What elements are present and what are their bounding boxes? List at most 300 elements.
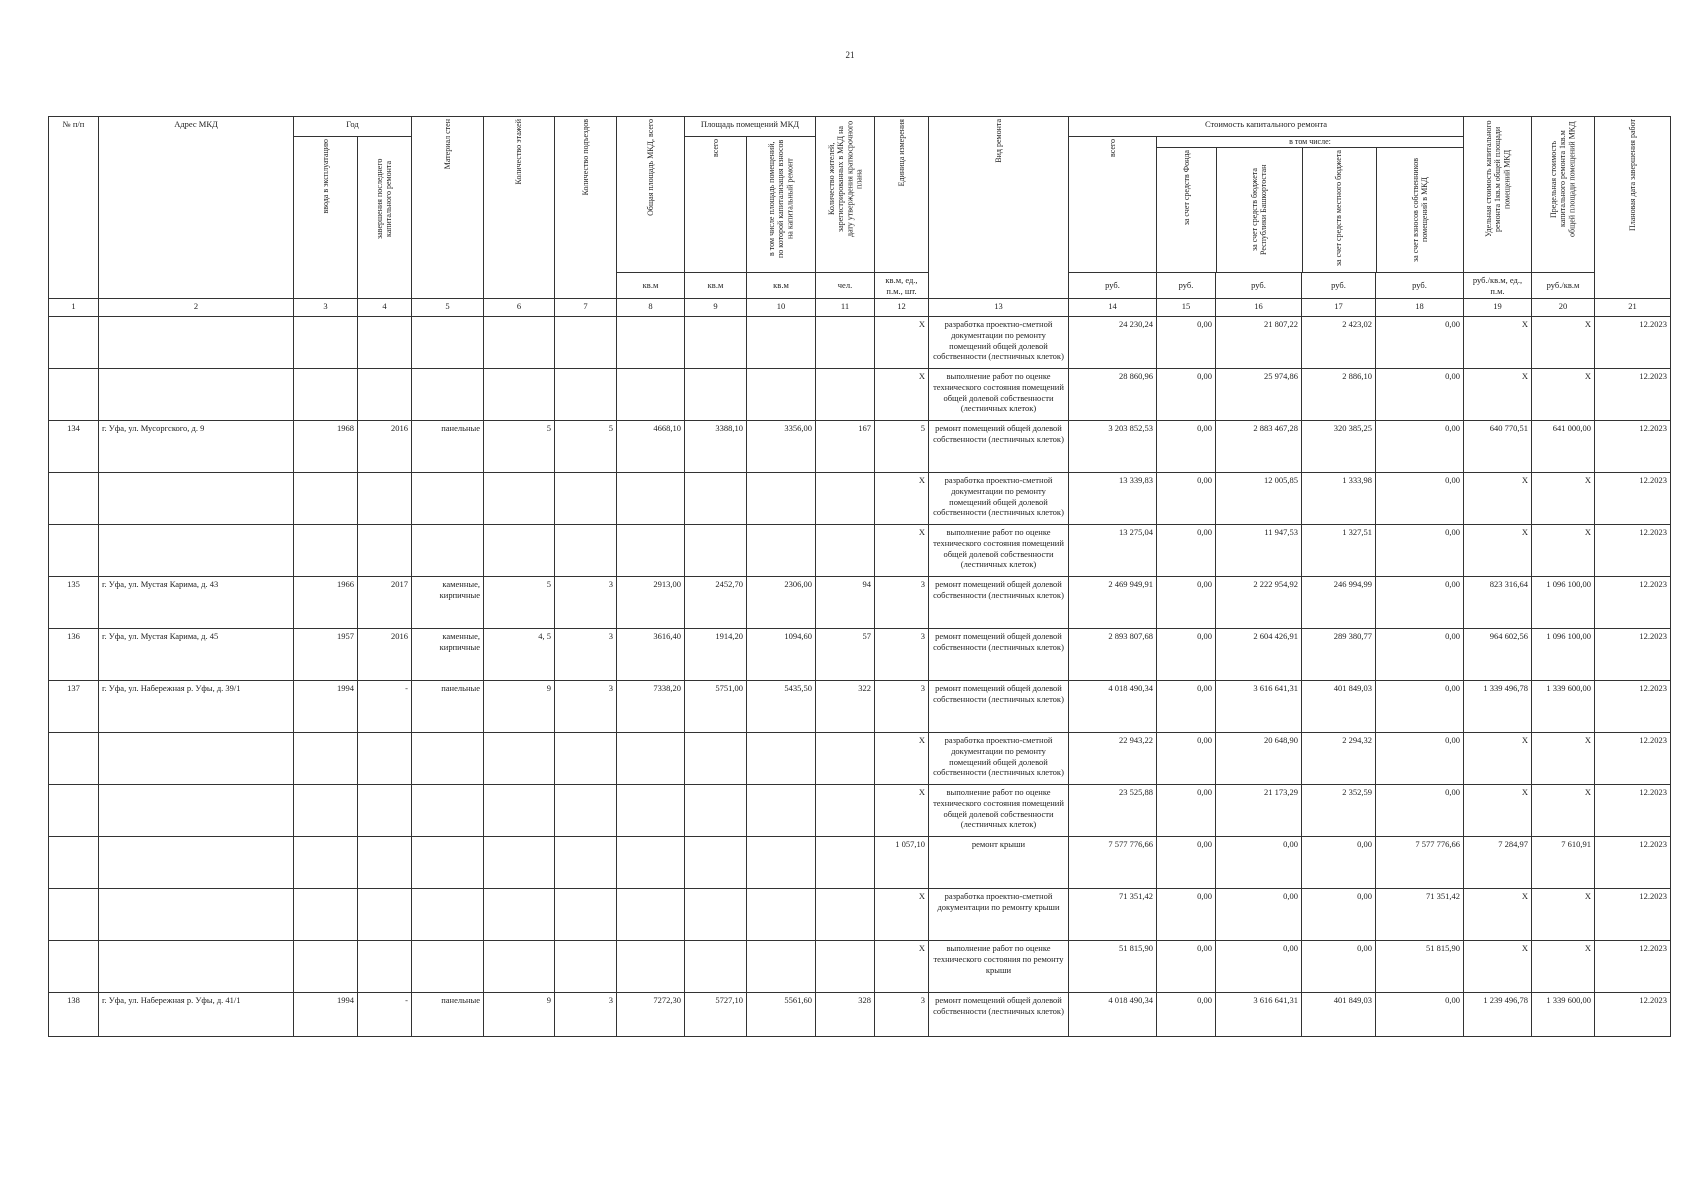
cell-cost-local-budget: 2 423,02 [1302, 317, 1376, 369]
cell-cost-fund: 0,00 [1157, 993, 1216, 1037]
cell-floors [484, 369, 555, 421]
cell-unit-cost: 7 284,97 [1464, 837, 1532, 889]
cell-address [99, 837, 294, 889]
cell-year-commissioned: 1968 [294, 421, 358, 473]
cell-unit-cost: X [1464, 525, 1532, 577]
cell-cost-owner-fees: 0,00 [1376, 473, 1464, 525]
header-cost-breakdown [1157, 137, 1464, 273]
cell-capitalized-area [747, 837, 816, 889]
cell-entrances [555, 473, 617, 525]
cell-max-unit-cost: 1 096 100,00 [1532, 577, 1595, 629]
column-number: 13 [929, 299, 1069, 317]
unit-9: кв.м [685, 273, 747, 299]
cell-planned-date: 12.2023 [1595, 317, 1671, 369]
unit-14: руб. [1069, 273, 1157, 299]
cell-unit-cost: 1 339 496,78 [1464, 681, 1532, 733]
cell-year-commissioned [294, 525, 358, 577]
cell-total-area [617, 889, 685, 941]
header-floors: Количество этажей [484, 117, 555, 299]
cell-cost-owner-fees: 0,00 [1376, 317, 1464, 369]
header-local-budget: за счет средств местного бюджета [1302, 148, 1376, 272]
cell-cost-republic-budget: 2 883 467,28 [1216, 421, 1302, 473]
cell-unit-amount: X [875, 889, 929, 941]
cell-unit-cost: X [1464, 785, 1532, 837]
cell-address [99, 889, 294, 941]
header-owner-fees: за счет взносов собственников помещений в МКД [1411, 158, 1430, 262]
cell-unit-amount: X [875, 369, 929, 421]
cell-planned-date: 12.2023 [1595, 473, 1671, 525]
table-row [49, 421, 1671, 473]
cell-floors: 5 [484, 421, 555, 473]
cell-cost-local-budget: 0,00 [1302, 941, 1376, 993]
cell-premises-area: 2452,70 [685, 577, 747, 629]
cell-cost-local-budget: 2 294,32 [1302, 733, 1376, 785]
cell-residents: 167 [816, 421, 875, 473]
cell-wall-material [412, 317, 484, 369]
cell-address [99, 525, 294, 577]
column-number: 2 [99, 299, 294, 317]
cell-unit-cost: 823 316,64 [1464, 577, 1532, 629]
cell-entrances: 3 [555, 993, 617, 1037]
cell-cost-republic-budget: 2 222 954,92 [1216, 577, 1302, 629]
cell-entrances: 3 [555, 577, 617, 629]
cell-year-last-repair [358, 473, 412, 525]
header-year-last-repair: завершения последнего капитального ремонта [358, 137, 412, 299]
cell-repair-type: ремонт помещений общей долевой собственности (лестничных клеток) [929, 993, 1069, 1037]
cell-wall-material [412, 889, 484, 941]
cell-unit-amount: X [875, 941, 929, 993]
cell-floors: 9 [484, 993, 555, 1037]
page-number: 21 [845, 50, 855, 60]
cell-capitalized-area: 1094,60 [747, 629, 816, 681]
header-unit: Единица измерения [875, 117, 929, 273]
cell-total-area: 2913,00 [617, 577, 685, 629]
cell-max-unit-cost: 7 610,91 [1532, 837, 1595, 889]
cell-capitalized-area [747, 369, 816, 421]
column-number: 21 [1595, 299, 1671, 317]
cell-cost-total: 2 469 949,91 [1069, 577, 1157, 629]
cell-planned-date: 12.2023 [1595, 733, 1671, 785]
cell-cost-owner-fees: 0,00 [1376, 993, 1464, 1037]
cell-residents [816, 369, 875, 421]
cell-cost-local-budget: 289 380,77 [1302, 629, 1376, 681]
cell-cost-owner-fees: 0,00 [1376, 369, 1464, 421]
cell-unit-cost: 640 770,51 [1464, 421, 1532, 473]
cell-cost-owner-fees: 0,00 [1376, 525, 1464, 577]
column-number: 14 [1069, 299, 1157, 317]
column-number: 5 [412, 299, 484, 317]
cell-cost-fund: 0,00 [1157, 525, 1216, 577]
header-total-area: Общая площадь МКД, всего [617, 117, 685, 273]
cell-cost-fund: 0,00 [1157, 941, 1216, 993]
cell-total-area [617, 369, 685, 421]
cell-repair-type: ремонт крыши [929, 837, 1069, 889]
cell-cost-owner-fees: 7 577 776,66 [1376, 837, 1464, 889]
table-row [49, 317, 1671, 369]
header-residents: Количество жителей, зарегистрированных в МКД на дату утверждения краткосрочного плана [816, 117, 875, 273]
cell-cost-total: 13 339,83 [1069, 473, 1157, 525]
cell-cost-republic-budget: 12 005,85 [1216, 473, 1302, 525]
cell-wall-material [412, 525, 484, 577]
column-number: 9 [685, 299, 747, 317]
cell-row-number [49, 317, 99, 369]
cell-cost-local-budget: 401 849,03 [1302, 681, 1376, 733]
cell-floors [484, 317, 555, 369]
cell-planned-date: 12.2023 [1595, 577, 1671, 629]
cell-cost-fund: 0,00 [1157, 733, 1216, 785]
cell-premises-area [685, 837, 747, 889]
cell-planned-date: 12.2023 [1595, 941, 1671, 993]
cell-row-number: 138 [49, 993, 99, 1037]
cell-premises-area [685, 889, 747, 941]
cell-entrances: 3 [555, 629, 617, 681]
cell-planned-date: 12.2023 [1595, 785, 1671, 837]
cell-year-last-repair: - [358, 681, 412, 733]
header-cost-total: всего [1069, 137, 1157, 273]
table-row [49, 525, 1671, 577]
cell-cost-republic-budget: 2 604 426,91 [1216, 629, 1302, 681]
cell-address: г. Уфа, ул. Мусоргского, д. 9 [99, 421, 294, 473]
cell-year-last-repair [358, 785, 412, 837]
cell-unit-amount: X [875, 473, 929, 525]
cell-capitalized-area: 5435,50 [747, 681, 816, 733]
cell-capitalized-area: 2306,00 [747, 577, 816, 629]
cell-row-number [49, 837, 99, 889]
cell-unit-amount: X [875, 785, 929, 837]
cell-year-last-repair [358, 837, 412, 889]
cell-entrances [555, 733, 617, 785]
column-number: 6 [484, 299, 555, 317]
cell-address [99, 473, 294, 525]
cell-unit-cost: X [1464, 473, 1532, 525]
column-number: 10 [747, 299, 816, 317]
cell-wall-material [412, 473, 484, 525]
cell-residents [816, 525, 875, 577]
cell-unit-amount: X [875, 525, 929, 577]
cell-year-last-repair: 2017 [358, 577, 412, 629]
cell-cost-republic-budget: 25 974,86 [1216, 369, 1302, 421]
header-entrances: Количество подъездов [555, 117, 617, 299]
cell-year-last-repair: 2016 [358, 629, 412, 681]
cell-wall-material [412, 837, 484, 889]
cell-cost-fund: 0,00 [1157, 317, 1216, 369]
cell-planned-date: 12.2023 [1595, 889, 1671, 941]
cell-cost-fund: 0,00 [1157, 421, 1216, 473]
table-row [49, 837, 1671, 889]
cell-address: г. Уфа, ул. Мустая Карима, д. 45 [99, 629, 294, 681]
cell-unit-cost: X [1464, 941, 1532, 993]
cell-wall-material [412, 733, 484, 785]
cell-wall-material: каменные, кирпичные [412, 577, 484, 629]
cell-cost-owner-fees: 0,00 [1376, 785, 1464, 837]
cell-total-area [617, 525, 685, 577]
cell-year-last-repair: 2016 [358, 421, 412, 473]
cell-cost-republic-budget: 20 648,90 [1216, 733, 1302, 785]
cell-year-last-repair: - [358, 993, 412, 1037]
cell-cost-fund: 0,00 [1157, 785, 1216, 837]
cell-wall-material [412, 369, 484, 421]
cell-planned-date: 12.2023 [1595, 993, 1671, 1037]
cell-residents: 94 [816, 577, 875, 629]
cell-unit-cost: 1 239 496,78 [1464, 993, 1532, 1037]
cell-total-area [617, 941, 685, 993]
cell-cost-owner-fees: 0,00 [1376, 577, 1464, 629]
cell-entrances: 3 [555, 681, 617, 733]
cell-cost-fund: 0,00 [1157, 473, 1216, 525]
unit-10: кв.м [747, 273, 816, 299]
cell-capitalized-area [747, 889, 816, 941]
cell-cost-owner-fees: 51 815,90 [1376, 941, 1464, 993]
table-row [49, 577, 1671, 629]
table-row [49, 733, 1671, 785]
column-number: 7 [555, 299, 617, 317]
cell-unit-cost: X [1464, 733, 1532, 785]
cell-premises-area [685, 473, 747, 525]
cell-max-unit-cost: X [1532, 733, 1595, 785]
cell-repair-type: ремонт помещений общей долевой собственности (лестничных клеток) [929, 629, 1069, 681]
cell-total-area [617, 317, 685, 369]
cell-capitalized-area [747, 525, 816, 577]
column-number: 8 [617, 299, 685, 317]
cell-cost-republic-budget: 11 947,53 [1216, 525, 1302, 577]
cell-cost-republic-budget: 0,00 [1216, 889, 1302, 941]
cell-residents [816, 889, 875, 941]
column-number: 20 [1532, 299, 1595, 317]
cell-repair-type: разработка проектно-сметной документации по ремонту помещений общей долевой собственности (лестничных клеток) [929, 733, 1069, 785]
cell-year-last-repair [358, 889, 412, 941]
cell-floors [484, 941, 555, 993]
column-number: 12 [875, 299, 929, 317]
column-number: 15 [1157, 299, 1216, 317]
header-including: в том числе: [1157, 137, 1463, 148]
cell-unit-amount: 3 [875, 577, 929, 629]
cell-floors: 5 [484, 577, 555, 629]
cell-address [99, 733, 294, 785]
cell-floors [484, 889, 555, 941]
cell-capitalized-area [747, 473, 816, 525]
cell-premises-area: 3388,10 [685, 421, 747, 473]
cell-repair-type: выполнение работ по оценке технического состояния помещений общей долевой собственности (лестничных клеток) [929, 369, 1069, 421]
column-number: 3 [294, 299, 358, 317]
cell-residents [816, 785, 875, 837]
header-year-group: Год [294, 117, 412, 137]
cell-cost-total: 13 275,04 [1069, 525, 1157, 577]
header-row-number: № п/п [49, 117, 99, 299]
cell-cost-total: 2 893 807,68 [1069, 629, 1157, 681]
cell-max-unit-cost: 1 096 100,00 [1532, 629, 1595, 681]
unit-11: чел. [816, 273, 875, 299]
header-planned-date: Плановая дата завершения работ [1595, 117, 1671, 299]
cell-row-number [49, 473, 99, 525]
cell-max-unit-cost: 641 000,00 [1532, 421, 1595, 473]
cell-cost-total: 51 815,90 [1069, 941, 1157, 993]
header-area-total: всего [685, 137, 747, 273]
cell-cost-owner-fees: 0,00 [1376, 421, 1464, 473]
cell-premises-area [685, 525, 747, 577]
cell-planned-date: 12.2023 [1595, 421, 1671, 473]
table-row [49, 941, 1671, 993]
cell-wall-material: панельные [412, 421, 484, 473]
cell-year-commissioned [294, 785, 358, 837]
cell-cost-total: 28 860,96 [1069, 369, 1157, 421]
cell-cost-total: 3 203 852,53 [1069, 421, 1157, 473]
cell-max-unit-cost: 1 339 600,00 [1532, 681, 1595, 733]
cell-year-commissioned [294, 733, 358, 785]
cell-max-unit-cost: X [1532, 473, 1595, 525]
cell-premises-area [685, 317, 747, 369]
cell-year-commissioned [294, 317, 358, 369]
capital-repair-table [48, 116, 1670, 1060]
cell-unit-amount: 5 [875, 421, 929, 473]
cell-cost-fund: 0,00 [1157, 629, 1216, 681]
cell-floors [484, 525, 555, 577]
unit-15: руб. [1157, 273, 1216, 299]
cell-floors [484, 473, 555, 525]
cell-entrances: 5 [555, 421, 617, 473]
header-unit-cost: Удельная стоимость капитального ремонта 1кв.м общей площади помещений МКД [1464, 117, 1532, 273]
cell-residents: 57 [816, 629, 875, 681]
cell-year-commissioned [294, 941, 358, 993]
cell-residents [816, 941, 875, 993]
cell-premises-area [685, 369, 747, 421]
cell-unit-cost: X [1464, 369, 1532, 421]
unit-12: кв.м, ед., п.м., шт. [875, 273, 929, 299]
header-area-capitalized: в том числе площадь помещений, по которой капитализация взносов на капитальный ремонт [747, 137, 816, 273]
table-row [49, 473, 1671, 525]
cell-cost-fund: 0,00 [1157, 369, 1216, 421]
cell-wall-material: панельные [412, 993, 484, 1037]
cell-row-number: 137 [49, 681, 99, 733]
cell-premises-area: 5751,00 [685, 681, 747, 733]
cell-year-commissioned [294, 889, 358, 941]
cell-repair-type: выполнение работ по оценке технического состояния по ремонту крыши [929, 941, 1069, 993]
unit-17: руб. [1302, 273, 1376, 299]
cell-year-last-repair [358, 733, 412, 785]
cell-wall-material [412, 785, 484, 837]
column-number: 11 [816, 299, 875, 317]
cell-entrances [555, 837, 617, 889]
column-number: 4 [358, 299, 412, 317]
cell-total-area [617, 785, 685, 837]
cell-repair-type: ремонт помещений общей долевой собственности (лестничных клеток) [929, 421, 1069, 473]
cell-repair-type: разработка проектно-сметной документации по ремонту помещений общей долевой собственности (лестничных клеток) [929, 317, 1069, 369]
cell-year-last-repair [358, 369, 412, 421]
cell-repair-type: разработка проектно-сметной документации по ремонту помещений общей долевой собственности (лестничных клеток) [929, 473, 1069, 525]
cell-row-number [49, 369, 99, 421]
cell-cost-republic-budget: 21 807,22 [1216, 317, 1302, 369]
cell-cost-fund: 0,00 [1157, 837, 1216, 889]
cell-unit-amount: 3 [875, 993, 929, 1037]
cell-premises-area [685, 941, 747, 993]
cell-year-commissioned [294, 473, 358, 525]
cell-total-area [617, 473, 685, 525]
cell-cost-total: 23 525,88 [1069, 785, 1157, 837]
cell-capitalized-area: 5561,60 [747, 993, 816, 1037]
cell-residents [816, 837, 875, 889]
cell-total-area: 3616,40 [617, 629, 685, 681]
cell-total-area [617, 837, 685, 889]
unit-18: руб. [1376, 273, 1464, 299]
column-number: 16 [1216, 299, 1302, 317]
cell-total-area: 4668,10 [617, 421, 685, 473]
cell-address [99, 369, 294, 421]
cell-unit-cost: 964 602,56 [1464, 629, 1532, 681]
cell-cost-local-budget: 0,00 [1302, 889, 1376, 941]
cell-floors: 4, 5 [484, 629, 555, 681]
cell-unit-cost: X [1464, 317, 1532, 369]
cell-address [99, 941, 294, 993]
table-row [49, 993, 1671, 1037]
cell-cost-fund: 0,00 [1157, 577, 1216, 629]
header-max-cost: Предельная стоимость капитального ремонта 1кв.м общей площади помещений МКД [1532, 117, 1595, 273]
cell-planned-date: 12.2023 [1595, 629, 1671, 681]
cell-row-number [49, 889, 99, 941]
cell-total-area: 7338,20 [617, 681, 685, 733]
header-wall-material: Материал стен [412, 117, 484, 299]
cell-entrances [555, 525, 617, 577]
cell-capitalized-area [747, 785, 816, 837]
cell-unit-amount: X [875, 733, 929, 785]
cell-address: г. Уфа, ул. Набережная р. Уфы, д. 41/1 [99, 993, 294, 1037]
cell-repair-type: разработка проектно-сметной документации по ремонту крыши [929, 889, 1069, 941]
cell-year-commissioned [294, 837, 358, 889]
cell-floors [484, 733, 555, 785]
cell-floors [484, 785, 555, 837]
cell-cost-local-budget: 1 327,51 [1302, 525, 1376, 577]
cell-entrances [555, 941, 617, 993]
cell-premises-area [685, 785, 747, 837]
cell-cost-total: 4 018 490,34 [1069, 681, 1157, 733]
cell-cost-local-budget: 1 333,98 [1302, 473, 1376, 525]
cell-cost-owner-fees: 0,00 [1376, 629, 1464, 681]
cell-max-unit-cost: X [1532, 369, 1595, 421]
cell-residents: 322 [816, 681, 875, 733]
cell-unit-amount: 1 057,10 [875, 837, 929, 889]
cell-cost-local-budget: 246 994,99 [1302, 577, 1376, 629]
cell-cost-local-budget: 2 886,10 [1302, 369, 1376, 421]
cell-cost-owner-fees: 0,00 [1376, 733, 1464, 785]
cell-cost-local-budget: 2 352,59 [1302, 785, 1376, 837]
cell-cost-republic-budget: 3 616 641,31 [1216, 993, 1302, 1037]
cell-capitalized-area [747, 941, 816, 993]
cell-address: г. Уфа, ул. Набережная р. Уфы, д. 39/1 [99, 681, 294, 733]
unit-19: руб./кв.м, ед., п.м. [1464, 273, 1532, 299]
cell-entrances [555, 785, 617, 837]
cell-residents [816, 317, 875, 369]
cell-capitalized-area [747, 733, 816, 785]
cell-unit-amount: X [875, 317, 929, 369]
cell-repair-type: выполнение работ по оценке технического состояния помещений общей долевой собственности (лестничных клеток) [929, 785, 1069, 837]
cell-year-last-repair [358, 317, 412, 369]
column-numbering-row [49, 299, 1671, 317]
cell-floors [484, 837, 555, 889]
table-row [49, 889, 1671, 941]
cell-floors: 9 [484, 681, 555, 733]
cell-wall-material: каменные, кирпичные [412, 629, 484, 681]
cell-cost-local-budget: 401 849,03 [1302, 993, 1376, 1037]
cell-cost-owner-fees: 71 351,42 [1376, 889, 1464, 941]
column-number: 18 [1376, 299, 1464, 317]
unit-16: руб. [1216, 273, 1302, 299]
cell-row-number [49, 941, 99, 993]
cell-repair-type: ремонт помещений общей долевой собственности (лестничных клеток) [929, 577, 1069, 629]
cell-cost-republic-budget: 0,00 [1216, 837, 1302, 889]
cell-address [99, 785, 294, 837]
table-row [49, 629, 1671, 681]
column-number: 1 [49, 299, 99, 317]
cell-max-unit-cost: X [1532, 941, 1595, 993]
cell-row-number [49, 733, 99, 785]
